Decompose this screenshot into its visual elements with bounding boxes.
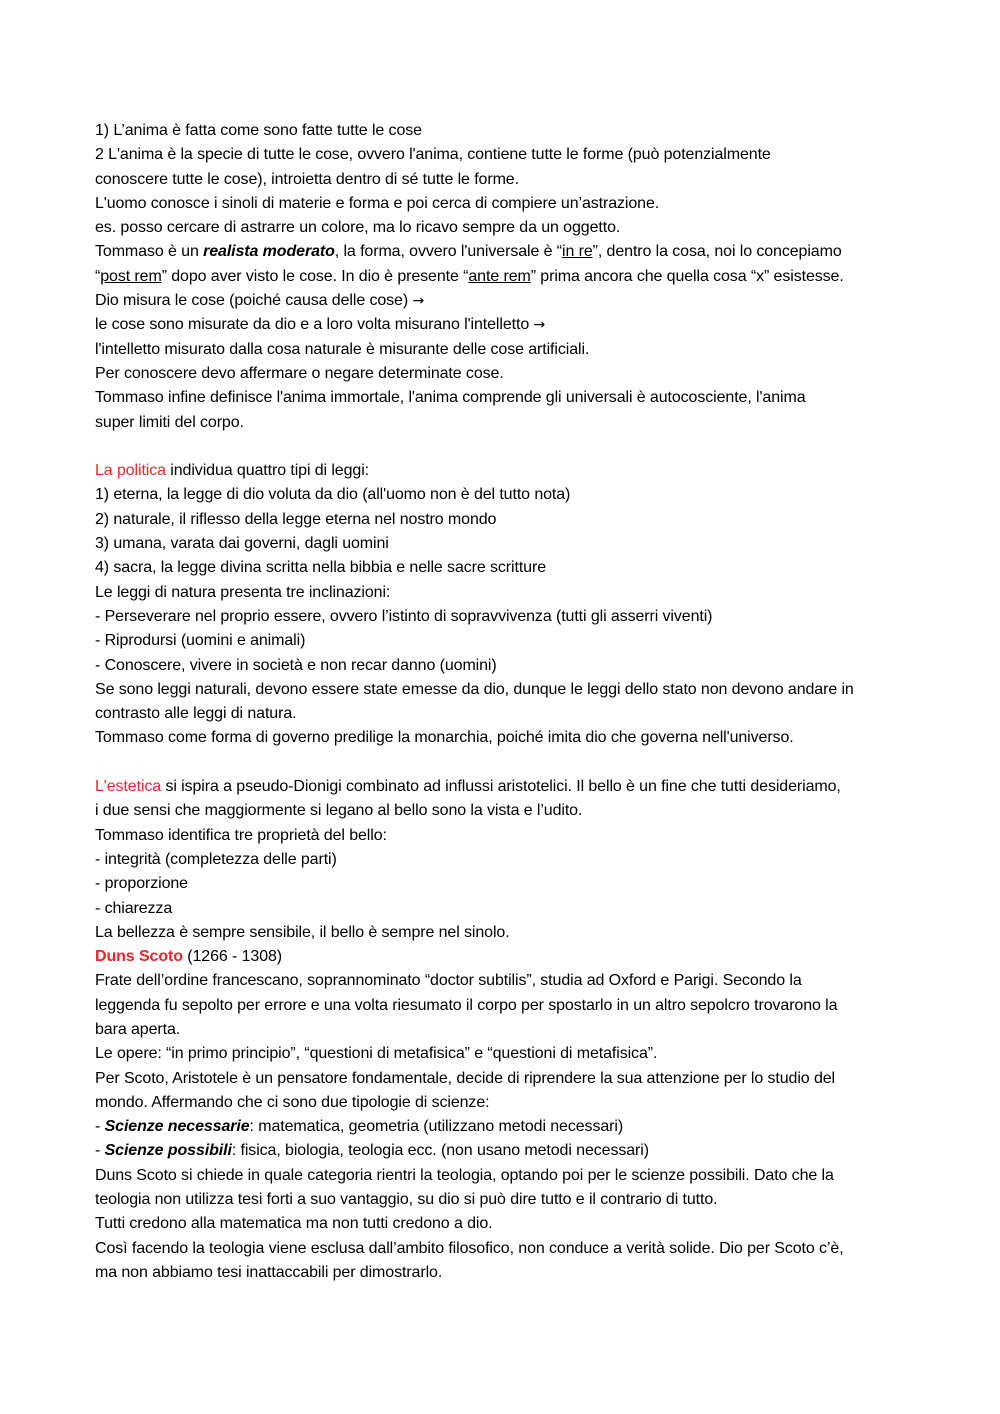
text-line: contrasto alle leggi di natura. bbox=[95, 705, 297, 723]
heading-duns-scoto: Duns Scoto bbox=[95, 948, 183, 966]
text-line: Tommaso identifica tre proprietà del bello: bbox=[95, 826, 387, 844]
text-line: - Conoscere, vivere in società e non recar danno (uomini) bbox=[95, 656, 497, 674]
text-line bbox=[95, 775, 910, 799]
paragraph-politica bbox=[95, 459, 910, 751]
text-line: ma non abbiamo tesi inattaccabili per dimostrarlo. bbox=[95, 1263, 443, 1281]
text-line bbox=[95, 240, 910, 264]
text-line: Duns Scoto si chiede in quale categoria rientri la teologia, optando poi per le scienze possibili. Dato che la bbox=[95, 1166, 834, 1184]
text-run: “ bbox=[95, 267, 101, 285]
underlined-in-re: in re bbox=[562, 243, 593, 261]
text-line: L'uomo conosce i sinoli di materie e forma e poi cerca di compiere un’astrazione. bbox=[95, 194, 660, 212]
paragraph-duns-scoto bbox=[95, 945, 910, 1285]
text-line bbox=[95, 945, 910, 969]
text-line bbox=[95, 1139, 910, 1163]
text-run: (1266 - 1308) bbox=[182, 948, 283, 966]
text-line: conoscere tutte le cose), introietta dentro di sé tutte le forme. bbox=[95, 170, 519, 188]
text-line: 3) umana, varata dai governi, dagli uomini bbox=[95, 535, 389, 553]
text-line: - Riprodursi (uomini e animali) bbox=[95, 632, 306, 650]
text-run: : matematica, geometria (utilizzano metodi necessari) bbox=[249, 1118, 624, 1136]
arrow-right-icon: → bbox=[533, 317, 546, 334]
text-line: 2) naturale, il riflesso della legge eterna nel nostro mondo bbox=[95, 510, 497, 528]
text-line: - Perseverare nel proprio essere, ovvero l’istinto di sopravvivenza (tutti gli asserri viventi) bbox=[95, 607, 713, 625]
text-line: teologia non utilizza tesi forti a suo vantaggio, su dio si può dire tutto e il contrario di tutto. bbox=[95, 1191, 718, 1209]
document-page bbox=[95, 119, 910, 1285]
text-line: 1) eterna, la legge di dio voluta da dio (all'uomo non è del tutto nota) bbox=[95, 486, 571, 504]
text-line: Le opere: “in primo principio”, “questioni di metafisica” e “questioni di metafisica”. bbox=[95, 1045, 658, 1063]
text-run: - bbox=[95, 1142, 105, 1160]
text-run: Tommaso è un bbox=[95, 243, 204, 261]
text-line bbox=[95, 459, 910, 483]
paragraph-gap bbox=[95, 435, 910, 459]
text-line: Frate dell’ordine francescano, soprannominato “doctor subtilis”, studia ad Oxford e Parigi. Secondo la bbox=[95, 972, 802, 990]
text-line: Le leggi di natura presenta tre inclinazioni: bbox=[95, 583, 391, 601]
text-run: le cose sono misurate da dio e a loro volta misurano l'intelletto bbox=[95, 316, 534, 334]
text-line: Se sono leggi naturali, devono essere state emesse da dio, dunque le leggi dello stato non devono andare in bbox=[95, 680, 854, 698]
text-run: : fisica, biologia, teologia ecc. (non usano metodi necessari) bbox=[231, 1142, 649, 1160]
text-line bbox=[95, 1115, 910, 1139]
emphasis-scienze-possibili: Scienze possibili bbox=[104, 1142, 232, 1160]
text-line: 1) L’anima è fatta come sono fatte tutte le cose bbox=[95, 122, 422, 139]
text-line: - chiarezza bbox=[95, 899, 173, 917]
text-line: es. posso cercare di astrarre un colore, ma lo ricavo sempre da un oggetto. bbox=[95, 219, 621, 237]
text-line: leggenda fu sepolto per errore e una volta riesumato il corpo per spostarlo in un altro sepolcro trovarono la bbox=[95, 996, 838, 1014]
paragraph-gap bbox=[95, 751, 910, 775]
text-run: si ispira a pseudo-Dionigi combinato ad influssi aristotelici. Il bello è un fine che tutti desideriamo, bbox=[161, 778, 841, 796]
text-line: mondo. Affermando che ci sono due tipologie di scienze: bbox=[95, 1093, 490, 1111]
underlined-ante-rem: ante rem bbox=[468, 267, 531, 285]
text-line: super limiti del corpo. bbox=[95, 413, 244, 431]
text-line: Tommaso infine definisce l'anima immortale, l'anima comprende gli universali è autocosciente, l'anima bbox=[95, 389, 806, 407]
text-line: 2 L'anima è la specie di tutte le cose, ovvero l'anima, contiene tutte le forme (può potenzialmente bbox=[95, 146, 771, 164]
arrow-right-icon: → bbox=[412, 293, 425, 310]
heading-la-politica: La politica bbox=[95, 462, 166, 480]
text-line: La bellezza è sempre sensibile, il bello è sempre nel sinolo. bbox=[95, 923, 510, 941]
text-line: 4) sacra, la legge divina scritta nella bibbia e nelle sacre scritture bbox=[95, 559, 547, 577]
text-run: ” prima ancora che quella cosa “x” esistesse. bbox=[530, 267, 844, 285]
text-line: - proporzione bbox=[95, 875, 188, 893]
text-line: i due sensi che maggiormente si legano al bello sono la vista e l’udito. bbox=[95, 802, 583, 820]
text-line: bara aperta. bbox=[95, 1020, 181, 1038]
text-run: Dio misura le cose (poiché causa delle cose) bbox=[95, 292, 413, 310]
text-run: - bbox=[95, 1118, 105, 1136]
emphasis-scienze-necessarie: Scienze necessarie bbox=[104, 1118, 250, 1136]
text-run: ”, dentro la cosa, noi lo concepiamo bbox=[592, 243, 842, 261]
text-line: Per Scoto, Aristotele è un pensatore fondamentale, decide di riprendere la sua attenzione per lo studio del bbox=[95, 1069, 836, 1087]
paragraph-anima bbox=[95, 119, 910, 435]
text-line: Così facendo la teologia viene esclusa dall’ambito filosofico, non conduce a verità solide. Dio per Scoto c’è, bbox=[95, 1239, 844, 1257]
text-line: Per conoscere devo affermare o negare determinate cose. bbox=[95, 364, 504, 382]
text-run: , la forma, ovvero l'universale è “ bbox=[334, 243, 562, 261]
emphasis-realista-moderato: realista moderato bbox=[203, 243, 335, 261]
underlined-post-rem: post rem bbox=[100, 267, 162, 285]
text-line: Tommaso come forma di governo predilige la monarchia, poiché imita dio che governa nell'universo. bbox=[95, 729, 794, 747]
text-line: - integrità (completezza delle parti) bbox=[95, 850, 337, 868]
text-line bbox=[95, 313, 910, 337]
text-line bbox=[95, 265, 910, 289]
text-run: individua quattro tipi di leggi: bbox=[165, 462, 370, 480]
text-run: ” dopo aver visto le cose. In dio è presente “ bbox=[161, 267, 469, 285]
text-line: Tutti credono alla matematica ma non tutti credono a dio. bbox=[95, 1215, 493, 1233]
heading-l-estetica: L'estetica bbox=[95, 778, 162, 796]
text-line: l'intelletto misurato dalla cosa naturale è misurante delle cose artificiali. bbox=[95, 340, 590, 358]
text-line bbox=[95, 289, 910, 313]
paragraph-estetica bbox=[95, 775, 910, 945]
